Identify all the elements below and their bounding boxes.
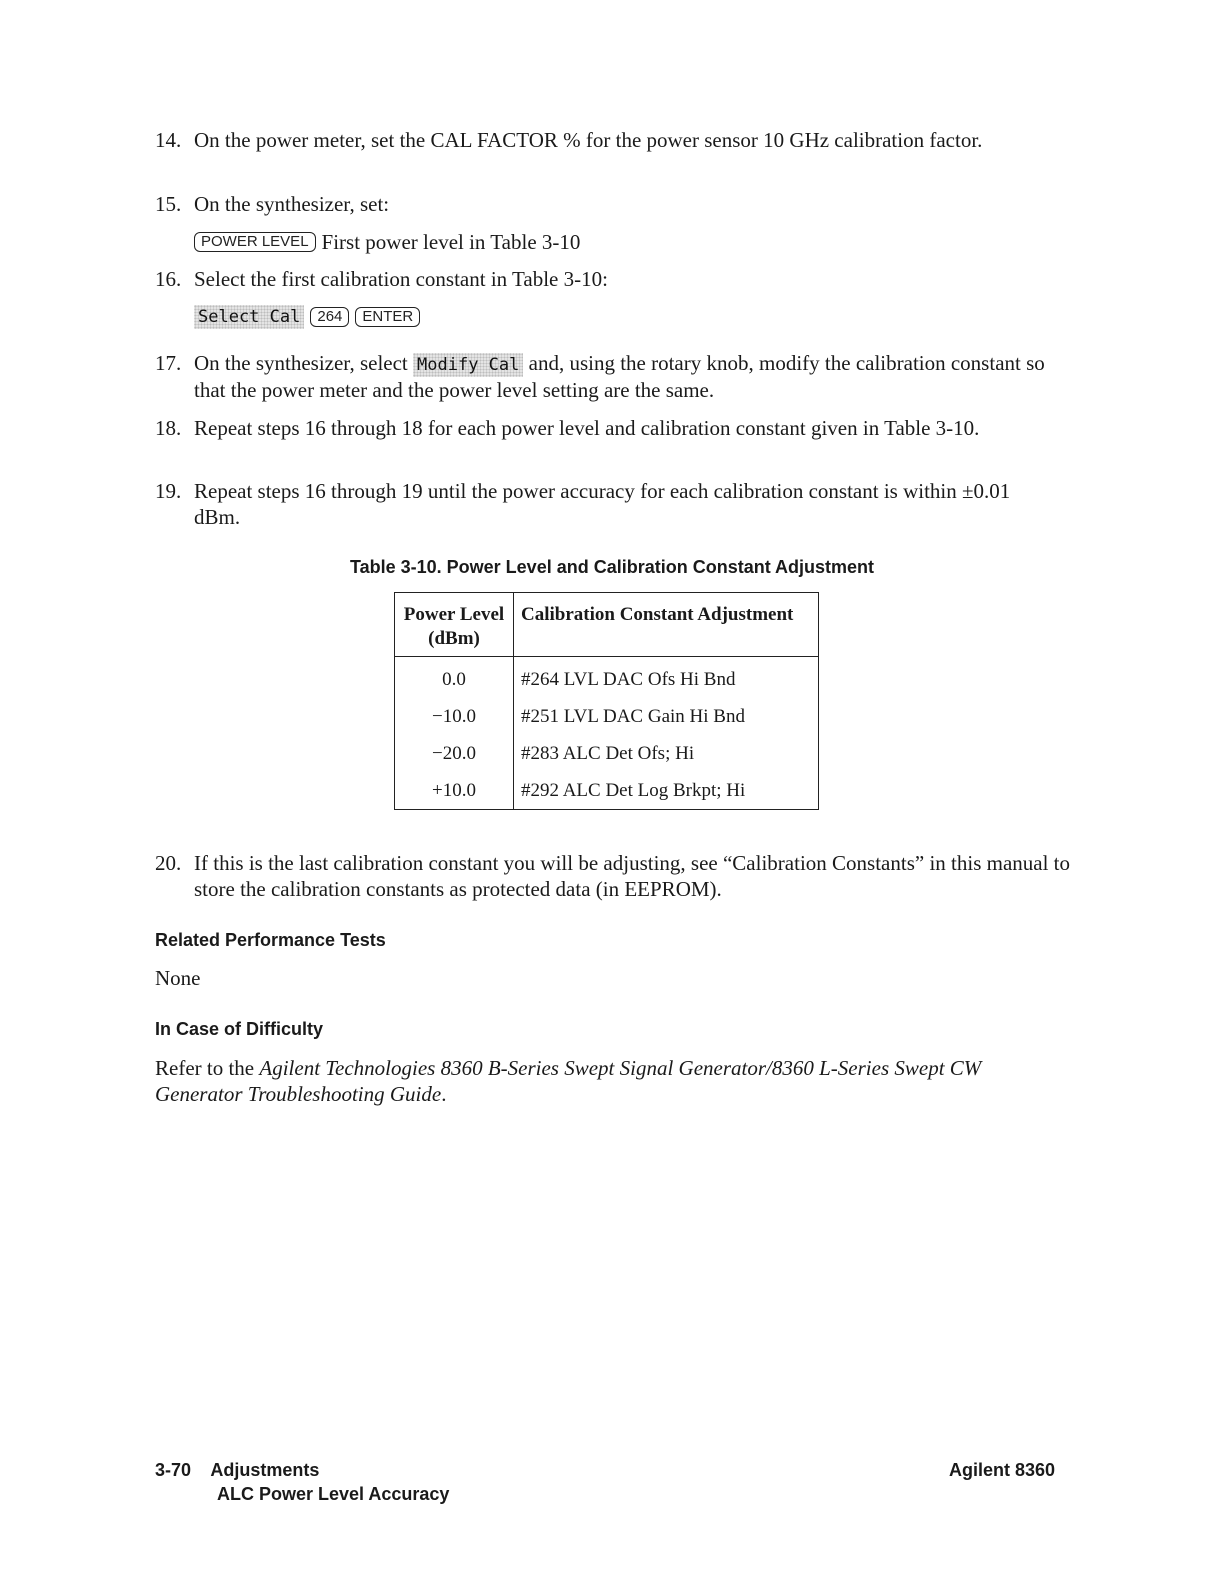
difficulty-text	[155, 1055, 1055, 1107]
calibration-table	[394, 592, 819, 810]
step-text: Repeat steps 16 through 19 until the power accuracy for each calibration constant is within ±0.01 dBm.	[194, 479, 1011, 529]
related-tests-heading: Related Performance Tests	[155, 930, 386, 950]
page-number: 3-70	[155, 1460, 192, 1480]
power-level-cell: 0.0	[395, 657, 514, 699]
table-row	[395, 772, 819, 810]
step-number: 14.	[155, 128, 182, 152]
step-text: On the synthesizer, set:	[194, 192, 390, 216]
power-level-note: First power level in Table 3-10	[321, 230, 581, 254]
cal-constant-cell: #292 ALC Det Log Brkpt; Hi	[514, 772, 819, 810]
table-row	[395, 698, 819, 735]
power-level-keyline	[194, 229, 580, 255]
step-number: 15.	[155, 192, 182, 216]
step-number: 18.	[155, 416, 182, 440]
step-20	[155, 850, 1075, 902]
enter-key[interactable]: ENTER	[355, 307, 420, 327]
cal-constant-cell: #251 LVL DAC Gain Hi Bnd	[514, 698, 819, 735]
power-level-cell: −20.0	[395, 735, 514, 772]
power-level-key[interactable]: POWER LEVEL	[194, 232, 316, 252]
table-row	[395, 657, 819, 699]
footer-subsection: ALC Power Level Accuracy	[217, 1484, 450, 1504]
difficulty-tail: .	[441, 1082, 447, 1106]
footer-section: Adjustments	[210, 1460, 320, 1480]
key-264[interactable]: 264	[310, 307, 349, 327]
step-15	[155, 191, 1075, 217]
table-header-cal-constant: Calibration Constant Adjustment	[514, 593, 819, 657]
select-cal-softkey[interactable]: Select Cal	[194, 305, 304, 329]
step-19	[155, 478, 1075, 530]
step-number: 19.	[155, 479, 182, 503]
troubleshooting-guide-title: Agilent Technologies 8360 B-Series Swept Signal Generator/8360 L-Series Swept CW Generator Troubleshooting Guide	[155, 1056, 982, 1106]
step-text: Select the first calibration constant in Table 3-10:	[194, 267, 608, 291]
related-tests-text: None	[155, 966, 201, 990]
cal-constant-cell: #283 ALC Det Ofs; Hi	[514, 735, 819, 772]
table-row	[395, 735, 819, 772]
power-level-cell: +10.0	[395, 772, 514, 810]
table-caption: Table 3-10. Power Level and Calibration Constant Adjustment	[349, 557, 875, 577]
step-text: On the power meter, set the CAL FACTOR % for the power sensor 10 GHz calibration factor.	[194, 128, 983, 152]
step-14	[155, 127, 1075, 153]
step-number: 17.	[155, 351, 182, 375]
table-header-power-level: Power Level (dBm)	[395, 593, 514, 657]
step-text-continued: and, using the rotary knob, modify the calibration constant so that the power meter and the power level setting are the same.	[194, 351, 1045, 402]
cal-constant-cell: #264 LVL DAC Ofs Hi Bnd	[514, 657, 819, 699]
power-level-cell: −10.0	[395, 698, 514, 735]
step-17	[155, 350, 1075, 403]
select-cal-keyline	[194, 305, 420, 329]
step-18	[155, 415, 1075, 441]
footer-product: Agilent 8360	[948, 1460, 1055, 1480]
step-text: On the synthesizer, select	[194, 351, 408, 375]
step-16	[155, 266, 1075, 292]
difficulty-lead: Refer to the	[155, 1056, 255, 1080]
step-text: If this is the last calibration constant you will be adjusting, see “Calibration Constants” in this manual to store the calibration constants as protected data (in EEPROM).	[194, 851, 1071, 901]
step-number: 20.	[155, 851, 182, 875]
difficulty-heading: In Case of Difficulty	[155, 1019, 324, 1039]
footer-left	[155, 1458, 449, 1506]
step-number: 16.	[155, 267, 182, 291]
modify-cal-softkey[interactable]: Modify Cal	[413, 353, 523, 377]
step-text: Repeat steps 16 through 18 for each power level and calibration constant given in Table 3-10.	[194, 416, 980, 440]
